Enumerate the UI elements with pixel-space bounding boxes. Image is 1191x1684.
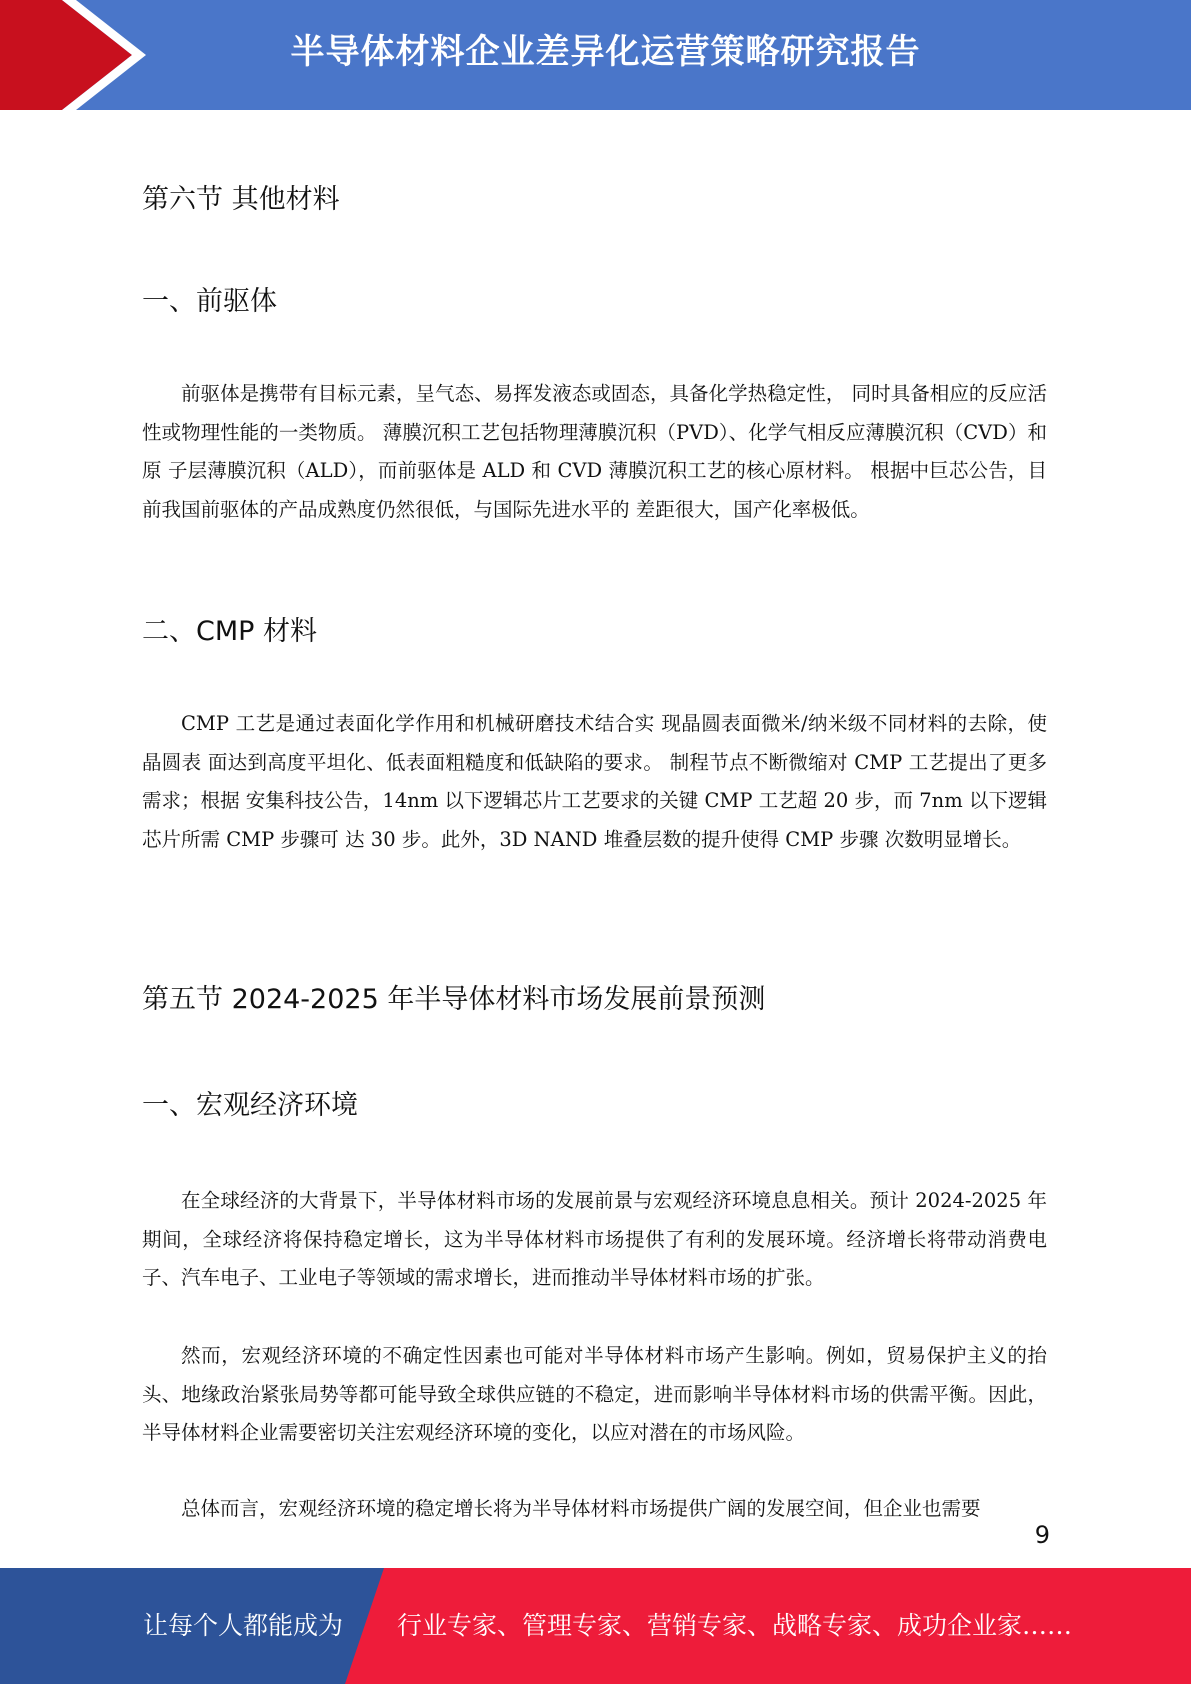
paragraph-macro-2: 然而，宏观经济环境的不确定性因素也可能对半导体材料市场产生影响。例如，贸易保护主义的抬头、地缘政治紧张局势等都可能导致全球供应链的不稳定，进而影响半导体材料市场的供需平衡。因此，半导体材料企业需要密切关注宏观经济环境的变化，以应对潜在的市场风险。 [142, 1344, 1047, 1445]
paragraph-cmp: CMP 工艺是通过表面化学作用和机械研磨技术结合实 现晶圆表面微米/纳米级不同材料的去除，使晶圆表 面达到高度平坦化、低表面粗糙度和低缺陷的要求。 制程节点不断微缩对 CMP 工艺提出了更多需求；根据 安集科技公告，14nm 以下逻辑芯片工艺要求的关键 CMP 工艺超 20 步，而 7nm 以下逻辑芯片所需 CMP 步骤可 达 30 步。此外，3D NAND 堆叠层数的提升使得 CMP 步骤 次数明显增长。 [142, 712, 1047, 851]
section-heading-5: 第五节 2024-2025 年半导体材料市场发展前景预测 [142, 984, 766, 1015]
footer-banner [0, 1568, 1191, 1684]
page-number: 9 [1034, 1521, 1050, 1549]
subsection-heading-cmp: 二、CMP 材料 [142, 616, 318, 647]
footer-slogan-right: 行业专家、管理专家、营销专家、战略专家、成功企业家…… [397, 1611, 1073, 1640]
paragraph-macro-1: 在全球经济的大背景下，半导体材料市场的发展前景与宏观经济环境息息相关。预计 2024-2025 年期间，全球经济将保持稳定增长，这为半导体材料市场提供了有利的发展环境。经济增长将带动消费电子、汽车电子、工业电子等领域的需求增长，进而推动半导体材料市场的扩张。 [142, 1189, 1047, 1290]
subsection-heading-macro: 一、宏观经济环境 [142, 1090, 358, 1121]
paragraph-precursor: 前驱体是携带有目标元素，呈气态、易挥发液态或固态，具备化学热稳定性， 同时具备相应的反应活性或物理性能的一类物质。 薄膜沉积工艺包括物理薄膜沉积（PVD）、化学气相反应薄膜沉积（CVD）和原 子层薄膜沉积（ALD），而前驱体是 ALD 和 CVD 薄膜沉积工艺的核心原材料。 根据中巨芯公告，目前我国前驱体的产品成熟度仍然很低，与国际先进水平的 差距很大，国产化率极低。 [142, 382, 1047, 521]
subsection-heading-precursor: 一、前驱体 [142, 286, 277, 317]
paragraph-macro-3: 总体而言，宏观经济环境的稳定增长将为半导体材料市场提供广阔的发展空间，但企业也需要 [181, 1497, 981, 1520]
footer-slogan-left: 让每个人都能成为 [143, 1611, 344, 1640]
report-title: 半导体材料企业差异化运营策略研究报告 [290, 32, 921, 72]
section-heading-6: 第六节 其他材料 [142, 184, 340, 215]
header-banner [0, 0, 1191, 110]
